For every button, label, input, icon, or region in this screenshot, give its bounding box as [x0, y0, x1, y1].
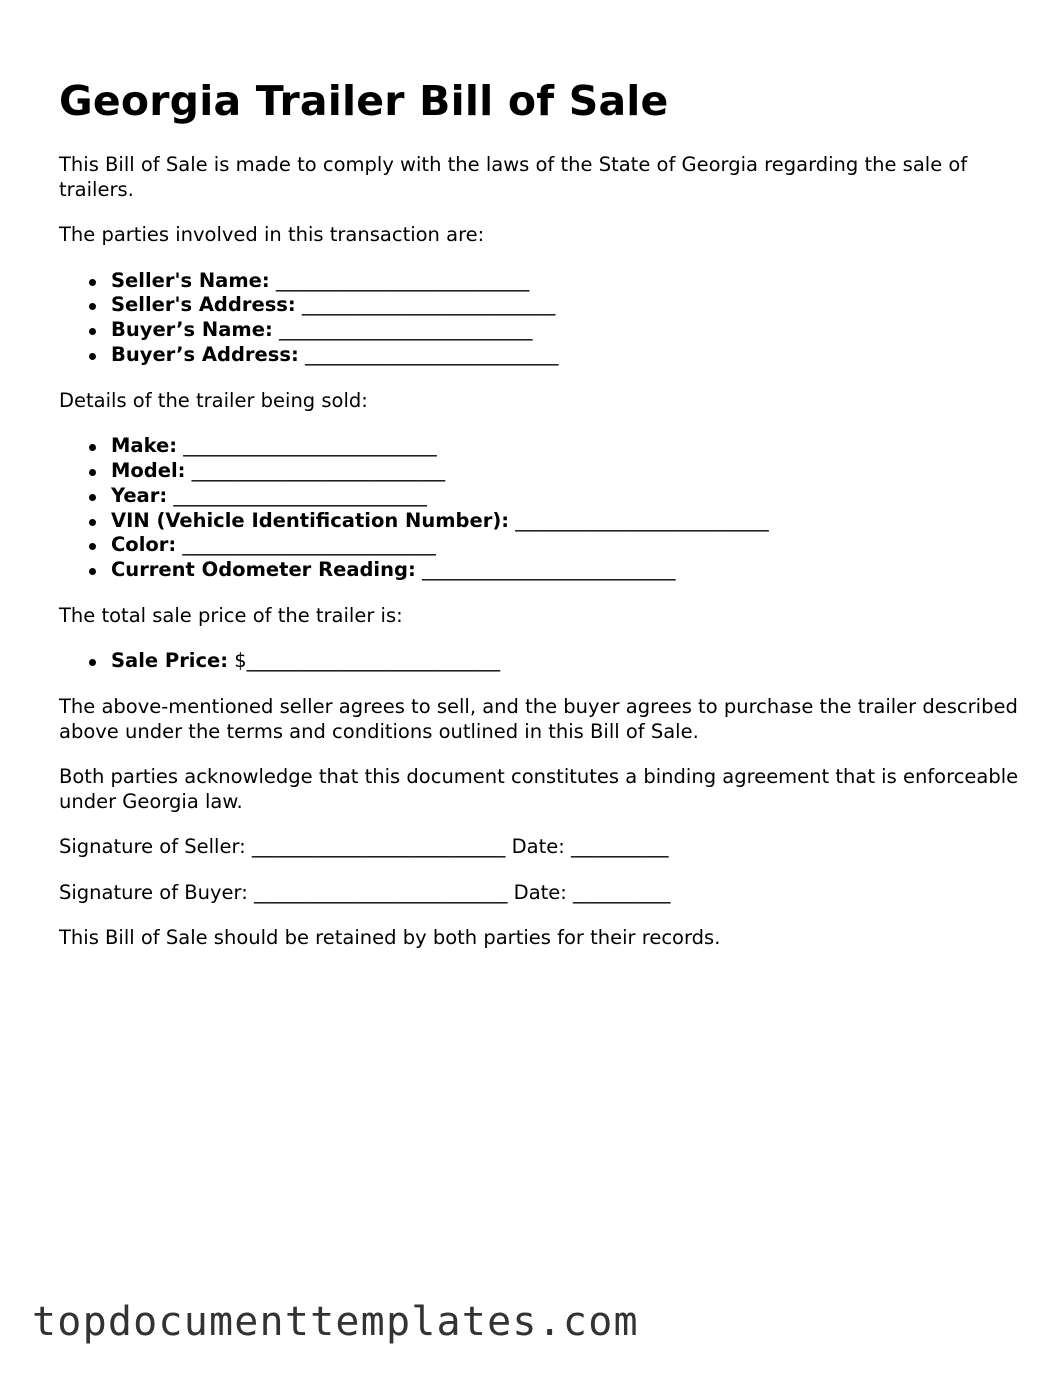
list-item-sale-price — [111, 649, 1019, 674]
document-page — [59, 76, 1019, 972]
list-item-vin — [111, 509, 1019, 534]
field-label: Year: — [111, 483, 168, 507]
parties-list — [59, 269, 1019, 368]
intro-paragraph: This Bill of Sale is made to comply with the laws of the State of Georgia regarding the sale of trailers. — [59, 153, 968, 201]
list-item-buyer-name — [111, 318, 1019, 343]
field-label: Seller's Address: — [111, 293, 296, 317]
price-list — [59, 649, 1019, 674]
seller-signature-line: Signature of Seller: __________________________ Date: __________ — [59, 835, 669, 859]
field-label: Color: — [111, 533, 177, 557]
blank-line: __________________________ — [272, 318, 533, 342]
field-label: Model: — [111, 458, 186, 482]
list-item-model — [111, 459, 1019, 484]
document-title: Georgia Trailer Bill of Sale — [59, 77, 669, 125]
field-label: Sale Price: — [111, 649, 229, 673]
blank-line: __________________________ — [295, 293, 556, 317]
details-intro: Details of the trailer being sold: — [59, 388, 368, 412]
watermark: topdocumenttemplates.com — [32, 1299, 639, 1345]
blank-line: __________________________ — [167, 483, 427, 507]
field-label: Buyer’s Address: — [111, 342, 299, 366]
field-label: VIN (Vehicle Identification Number): — [111, 508, 510, 532]
blank-line: __________________________ — [269, 268, 530, 292]
details-list — [59, 434, 1019, 583]
blank-line: __________________________ — [176, 533, 436, 557]
buyer-signature-line: Signature of Buyer: __________________________ Date: __________ — [59, 880, 671, 904]
list-item-buyer-address — [111, 343, 1019, 368]
parties-intro: The parties involved in this transaction are: — [59, 223, 485, 246]
field-label: Seller's Name: — [111, 268, 270, 292]
field-label: Current Odometer Reading: — [111, 558, 416, 582]
list-item-color — [111, 533, 1019, 558]
blank-line: $__________________________ — [228, 649, 501, 673]
list-item-seller-address — [111, 293, 1019, 318]
blank-line: __________________________ — [298, 342, 559, 366]
blank-line: __________________________ — [509, 508, 769, 532]
blank-line: __________________________ — [415, 558, 676, 582]
field-label: Make: — [111, 434, 178, 458]
agreement-paragraph: The above-mentioned seller agrees to sell, and the buyer agrees to purchase the trailer described above under the terms and conditions outlined in this Bill of Sale. — [59, 695, 1018, 743]
list-item-seller-name — [111, 269, 1019, 294]
list-item-make — [111, 434, 1019, 459]
retention-note: This Bill of Sale should be retained by both parties for their records. — [59, 926, 721, 950]
list-item-year — [111, 484, 1019, 509]
blank-line: __________________________ — [177, 434, 437, 458]
blank-line: __________________________ — [185, 458, 446, 482]
field-label: Buyer’s Name: — [111, 318, 273, 342]
price-intro: The total sale price of the trailer is: — [59, 603, 403, 627]
acknowledgment-paragraph: Both parties acknowledge that this document constitutes a binding agreement that is enforceable under Georgia law. — [59, 765, 1019, 813]
list-item-odometer — [111, 558, 1019, 583]
